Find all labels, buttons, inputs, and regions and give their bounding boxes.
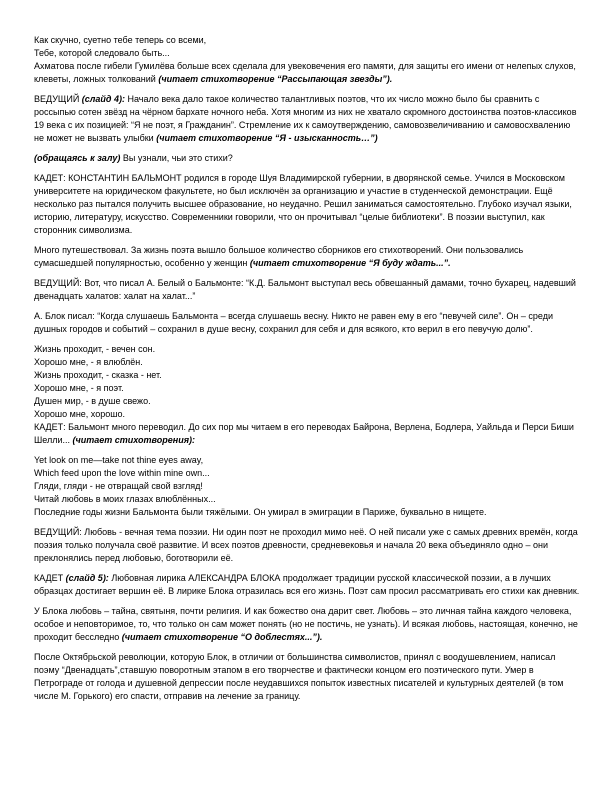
paragraph-text: Начало века дало такое количество талантливых поэтов, что их число можно было бы сравнить с россыпью сотен звёзд на чёрном бархате ночного неба. Хотя многим из них не хватало скромного достоинства поэтов-классиков 19 века с их позицией: “Я не поэт, я Гражданин”. Стремление их к самоутверждению, самовозвеличиванию и самовосхвалению не может не вызвать улыбки <box>34 94 577 143</box>
poem-balmont <box>34 343 582 421</box>
stage-direction: (читает стихотворение “Я - изысканность…”) <box>156 133 378 143</box>
paragraph-balmont-bio: КАДЕТ: КОНСТАНТИН БАЛЬМОНТ родился в городе Шуя Владимирской губернии, в дворянской семье. Учился в Московском университете на юридическом факультете, но был исключён за организацию и участие в студенческой демонстрации. Ещё несколько раз пытался получить высшее образование, но неудачно. Решил заниматься самостоятельно. Глубоко изучал языки, историю, литературу, искусство. Современники говорили, что он прочитывал “целые библиотеки”. В поэзии выступил, как сторонник символизма. <box>34 173 572 235</box>
paragraph-blok-quote: А. Блок писал: “Когда слушаешь Бальмонта – всегда слушаешь весну. Никто не равен ему в его “певучей силе”. Он – среди душных городов и событий – сохранил в душе весну, сохранил для себя и для всякого, кто верил в его певучую долю”. <box>34 311 553 334</box>
paragraph-akhmatova <box>34 34 582 86</box>
poem-line: Which feed upon the love within mine own... <box>34 468 210 478</box>
paragraph-text: КАДЕТ: Бальмонт много переводил. До сих пор мы читаем в его переводах Байрона, Верлена, Бодлера, Уайльда и Перси Биши Шелли... <box>34 422 574 445</box>
paragraph-text: Ахматова после гибели Гумилёва больше всех сделала для увековечения его памяти, для защиты его имени от нелепых слухов, клеветы, ложных толкований <box>34 61 576 84</box>
paragraph-translations <box>34 421 582 447</box>
stage-direction: (читает стихотворение “Рассыпающая звезды”). <box>158 74 393 84</box>
paragraph-love-theme: ВЕДУЩИЙ: Любовь - вечная тема поэзии. Ни один поэт не проходил мимо неё. О ней писали уже с самых древних времён, когда поэзия только получала своё развитие. И всех поэтов древности, средневековья и начала 20 века объединяло одно – они преклонялись перед любовью, боготворили её. <box>34 527 578 563</box>
poem-line: Как скучно, суетно тебе теперь со всеми, <box>34 35 207 45</box>
document-page <box>34 34 582 710</box>
poem-line: Читай любовь в моих глазах влюблённых... <box>34 494 216 504</box>
stage-direction: (читает стихотворение “О доблестях...”). <box>121 632 323 642</box>
stage-direction: (читает стихотворение “Я буду ждать...”. <box>249 258 451 268</box>
paragraph-question <box>34 152 582 165</box>
paragraph-blok-death: После Октябрьской революции, которую Блок, в отличии от большинства символистов, принял с воодушевлением, написал поэму “Двенадцать”,ставшую поворотным этапом в его творчестве и фактически концом его поэтического пути. Умер в Петрограде от голода и душевной депрессии после неудавшихся попыток известных писателей и культурных деятелей (в том числе М. Горького) его спасти, отправив на лечение за границу. <box>34 652 564 701</box>
stage-direction: (читает стихотворения): <box>72 435 195 445</box>
paragraph-text: У Блока любовь – тайна, святыня, почти религия. И как божество она дарит свет. Любовь – это личная тайна каждого человека, особое и неповторимое, то, что только он сам может понять (но не постичь, не узнать). И всякая любовь, настоящая, конечно, не проходит бесследно <box>34 606 578 642</box>
paragraph-text: Любовная лирика АЛЕКСАНДРА БЛОКА продолжает традиции русской классической поэзии, а в лучших образцах достигает вершин её. В лирике Блока отразилась вся его жизнь. Поэт сам просил рассматривать его стихи как дневник. <box>34 573 580 596</box>
stage-direction: (обращаясь к залу) <box>34 153 121 163</box>
poem-line: Душен мир, - в душе свежо. <box>34 396 151 406</box>
poem-line: Жизнь проходит, - сказка - нет. <box>34 370 162 380</box>
poem-line: Жизнь проходит, - вечен сон. <box>34 344 156 354</box>
speaker-label: ВЕДУЩИЙ <box>34 94 82 104</box>
paragraph-balmont-travel <box>34 244 582 270</box>
paragraph-text: Вы узнали, чьи это стихи? <box>120 153 233 163</box>
paragraph-host-slide4 <box>34 93 582 145</box>
stage-direction: (слайд 4): <box>81 94 125 104</box>
poem-translation <box>34 454 582 519</box>
poem-line: Гляди, гляди - не отвращай свой взгляд! <box>34 481 203 491</box>
poem-line: Тебе, которой следовало быть... <box>34 48 170 58</box>
paragraph-bely-quote: ВЕДУЩИЙ: Вот, что писал А. Белый о Бальмонте: “К.Д. Бальмонт выступал весь обвешанный дамами, точно бухарец, надевший двенадцать халатов: халат на халат...” <box>34 278 576 301</box>
paragraph-text: Много путешествовал. За жизнь поэта вышло большое количество сборников его стихотворений. Они пользовались сумасшедшей популярностью, особенно у женщин <box>34 245 524 268</box>
stage-direction: (слайд 5): <box>65 573 109 583</box>
paragraph-blok-slide5 <box>34 572 582 598</box>
poem-line: Хорошо мне, хорошо. <box>34 409 125 419</box>
poem-line: Хорошо мне, - я поэт. <box>34 383 124 393</box>
paragraph-text: Последние годы жизни Бальмонта были тяжёлыми. Он умирал в эмиграции в Париже, буквально в нищете. <box>34 507 487 517</box>
speaker-label: КАДЕТ <box>34 573 66 583</box>
paragraph-blok-love <box>34 605 582 644</box>
poem-line: Yet look on me—take not thine eyes away, <box>34 455 204 465</box>
poem-line: Хорошо мне, - я влюблён. <box>34 357 143 367</box>
